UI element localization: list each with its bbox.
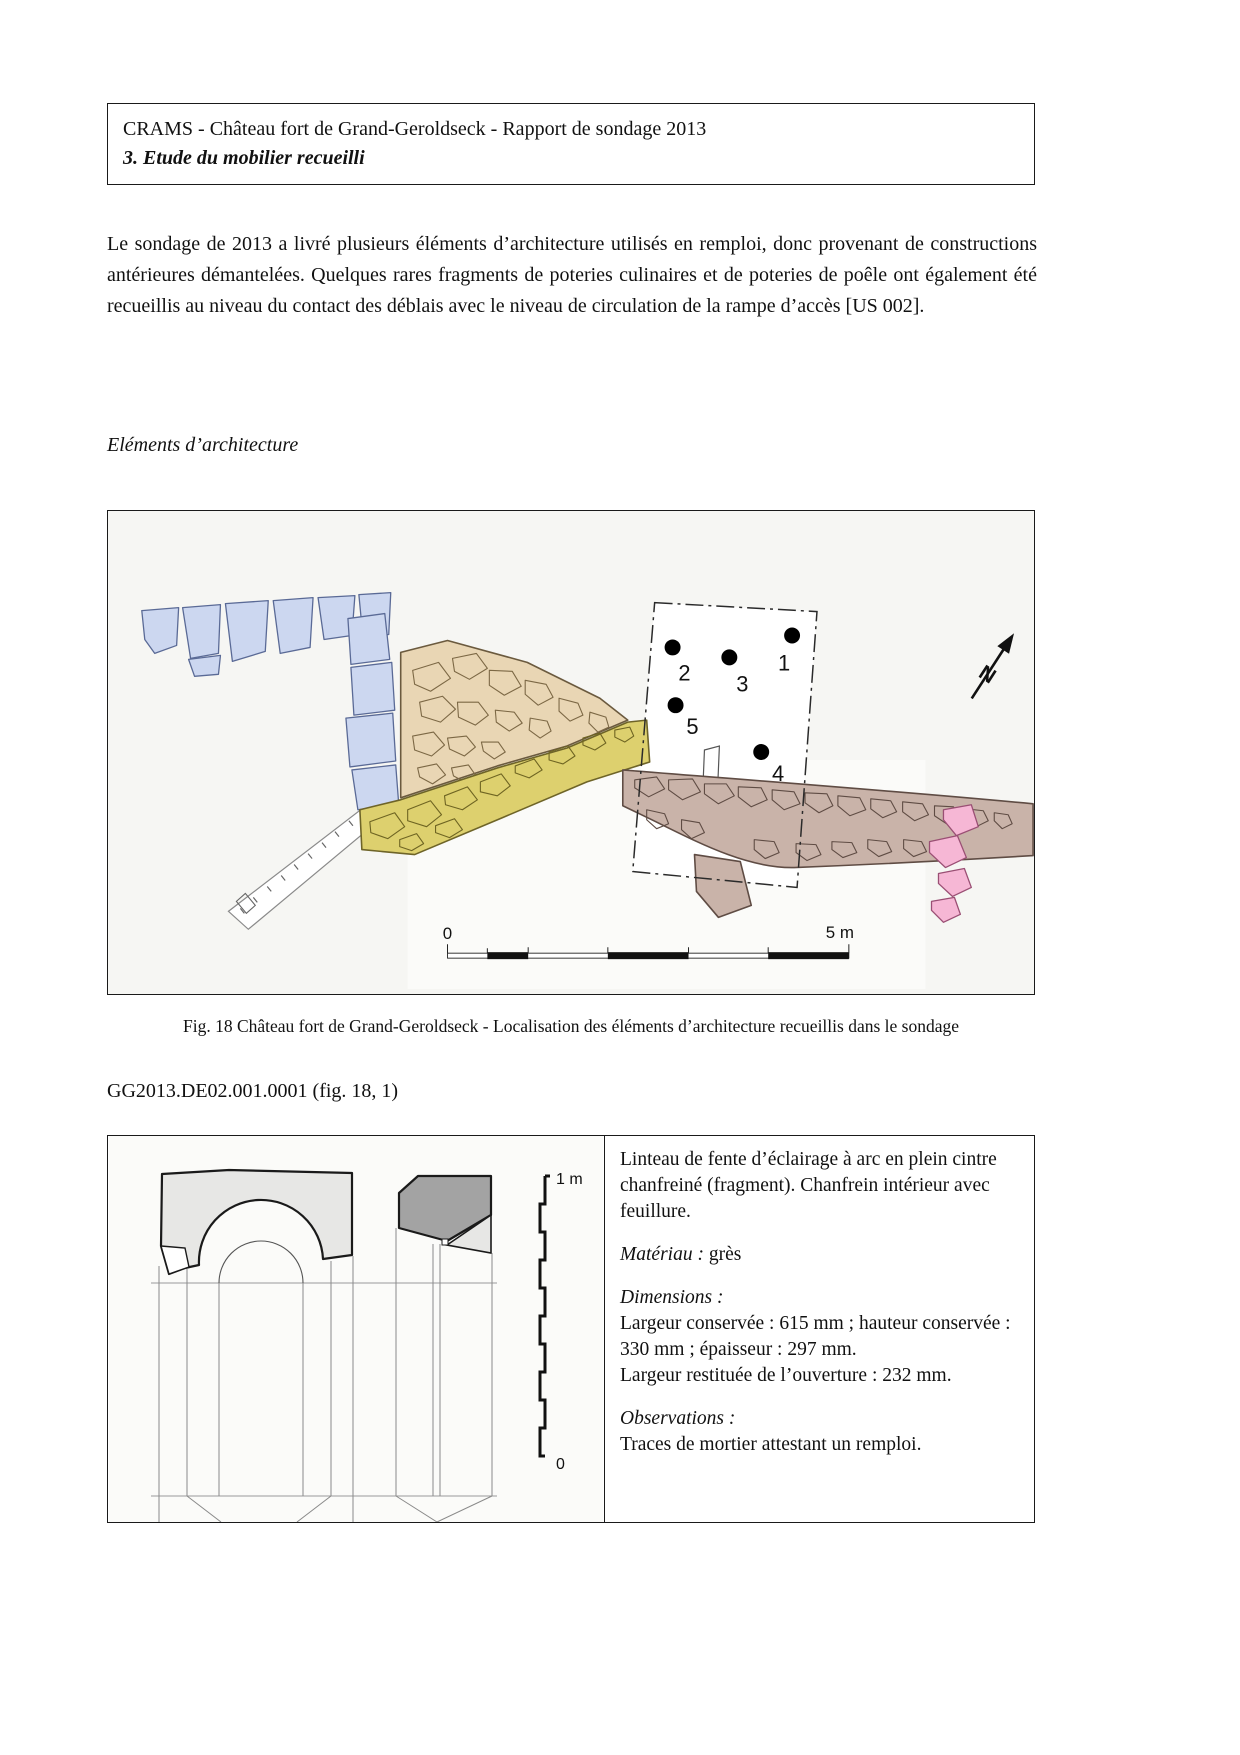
report-title: CRAMS - Château fort de Grand-Geroldseck - Rapport de sondage 2013 [123, 118, 707, 140]
find-spot-dot-3 [721, 649, 737, 665]
intro-paragraph: Le sondage de 2013 a livré plusieurs éléments d’architecture utilisés en remploi, donc provenant de constructions antérieures démantelées. Quelques rares fragments de poteries culinaires et de poteries de poêle ont également été recueillis au niveau du contact des déblais avec le niveau de circulation de la rampe d’accès [US 002]. [107, 233, 1037, 317]
find-spot-label-2: 2 [678, 660, 691, 686]
find-spot-dot-4 [753, 744, 769, 760]
lintel-drawing [108, 1136, 604, 1522]
figure18-box [107, 510, 1035, 995]
section-heading: Eléments d’architecture [107, 434, 299, 456]
chapter-heading: 3. Etude du mobilier recueilli [123, 147, 365, 169]
artifact-box [107, 1135, 1035, 1523]
artifact-id-heading: GG2013.DE02.001.0001 (fig. 18, 1) [107, 1080, 399, 1102]
artifact-description: Linteau de fente d’éclairage à arc en plein cintre chanfreiné (fragment). Chanfrein intérieur avec feuillure. [620, 1149, 997, 1222]
dimensions-block [620, 1285, 1020, 1389]
feuillure-rebate [442, 1239, 448, 1245]
find-spot-label-4: 4 [772, 760, 785, 786]
observations-label: Observations : [620, 1408, 736, 1429]
header-box [107, 103, 1035, 185]
find-spot-label-3: 3 [736, 671, 749, 697]
dimensions-line-2: Largeur restituée de l’ouverture : 232 mm. [620, 1365, 952, 1386]
material-label: Matériau : [620, 1244, 704, 1265]
observations-block [620, 1406, 1020, 1458]
north-letter: N [974, 660, 1000, 689]
observations-text: Traces de mortier attestant un remploi. [620, 1434, 922, 1455]
drawing-scale-bottom-label: 0 [556, 1456, 565, 1473]
find-spot-label-1: 1 [778, 650, 791, 676]
dimensions-line-1: Largeur conservée : 615 mm ; hauteur conservée : 330 mm ; épaisseur : 297 mm. [620, 1313, 1011, 1360]
find-spot-dot-1 [784, 628, 800, 644]
figure18-caption: Fig. 18 Château fort de Grand-Geroldseck - Localisation des éléments d’architecture recueillis dans le sondage [182, 1016, 960, 1036]
artifact-drawing-panel [108, 1136, 604, 1522]
material-value: grès [708, 1244, 742, 1265]
dimensions-label: Dimensions : [620, 1287, 724, 1308]
find-spot-dot-2 [665, 639, 681, 655]
material-line [620, 1242, 1020, 1268]
find-spot-label-5: 5 [686, 714, 699, 740]
figure18-plan [108, 511, 1034, 994]
drawing-scale-top-label: 1 m [556, 1171, 583, 1188]
scale-zero-label: 0 [442, 924, 453, 944]
scale-max-label: 5 m [825, 923, 854, 943]
find-spot-dot-5 [668, 697, 684, 713]
artifact-text-panel [604, 1136, 1034, 1522]
